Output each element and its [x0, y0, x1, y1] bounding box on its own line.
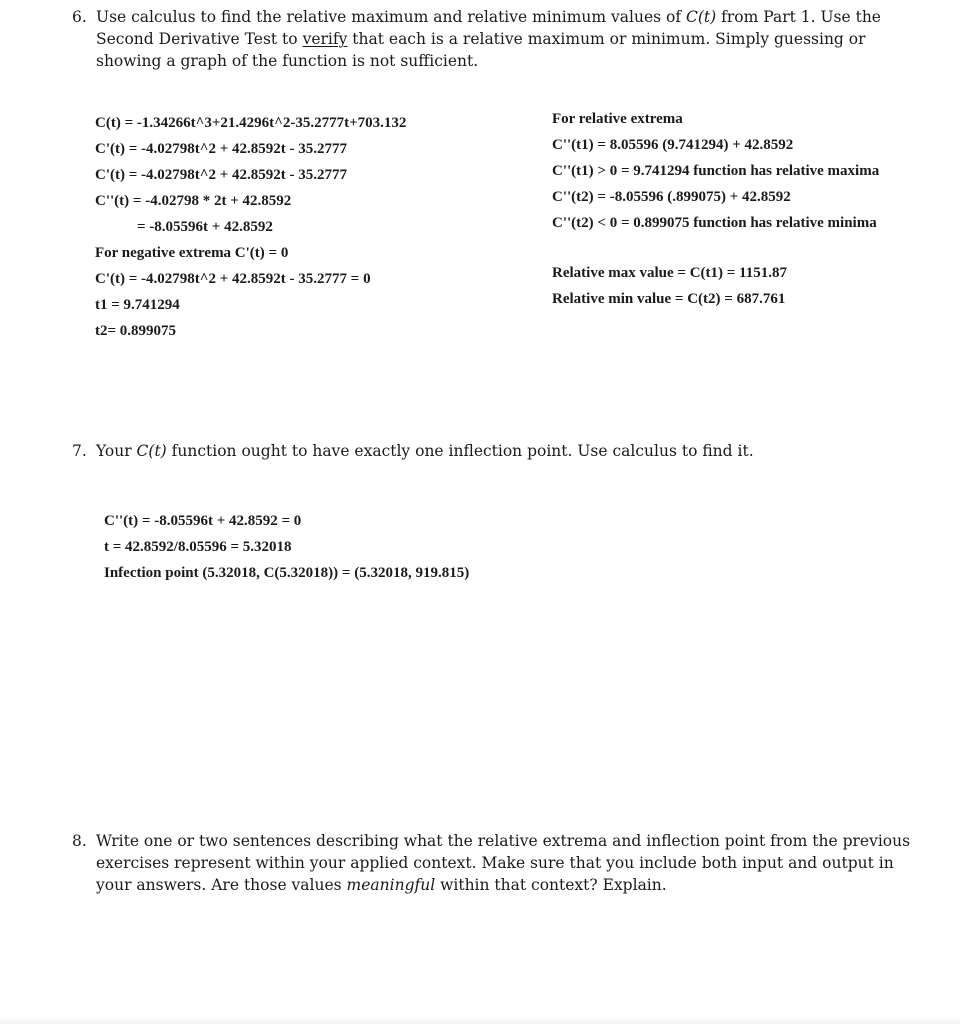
answer-6-right [552, 106, 879, 312]
answer-line: C(t) = -1.34266t^3+21.4296t^2-35.2777t+703.132 [95, 115, 407, 131]
question-6 [72, 6, 914, 72]
answer-line: C''(t1) > 0 = 9.741294 function has relative maxima [552, 163, 880, 179]
answer-line: C'(t) = -4.02798t^2 + 42.8592t - 35.2777 = 0 [95, 271, 371, 287]
answer-line: t2= 0.899075 [95, 323, 177, 339]
answer-line: For negative extrema C'(t) = 0 [95, 245, 289, 261]
answer-line: C'(t) = -4.02798t^2 + 42.8592t - 35.2777 [95, 167, 348, 183]
answer-line: C''(t1) = 8.05596 (9.741294) + 42.8592 [552, 137, 794, 153]
answer-line: C'(t) = -4.02798t^2 + 42.8592t - 35.2777 [95, 141, 348, 157]
question-text: Your C(t) function ought to have exactly one inflection point. Use calculus to find it. [96, 442, 754, 460]
question-text: Use calculus to find the relative maximum and relative minimum values of C(t) from Part 1. Use the Second Derivative Test to verify that each is a relative maximum or minimum. Simply guessing or showing a graph of the function is not sufficient. [96, 8, 881, 70]
answer-line: For relative extrema [552, 111, 683, 127]
answer-line: = -8.05596t + 42.8592 [137, 219, 273, 235]
underlined-verify: verify [302, 30, 348, 48]
function-symbol: C(t) [136, 442, 167, 460]
question-number: 8. [72, 832, 87, 850]
question-8 [72, 830, 914, 896]
answer-7 [104, 508, 469, 586]
answer-line: Relative max value = C(t1) = 1151.87 [552, 265, 787, 281]
question-7 [72, 440, 914, 462]
answer-line: t1 = 9.741294 [95, 297, 180, 313]
emphasized-word: meaningful [346, 876, 436, 894]
answer-line: Infection point (5.32018, C(5.32018)) = (5.32018, 919.815) [104, 565, 470, 581]
answer-line: C''(t) = -4.02798 * 2t + 42.8592 [95, 193, 292, 209]
page-bottom-edge [0, 1016, 960, 1024]
answer-line: C''(t) = -8.05596t + 42.8592 = 0 [104, 513, 302, 529]
answer-line: C''(t2) = -8.05596 (.899075) + 42.8592 [552, 189, 791, 205]
answer-line: t = 42.8592/8.05596 = 5.32018 [104, 539, 292, 555]
spacer [552, 236, 879, 260]
question-number: 6. [72, 8, 87, 26]
answer-6-left [95, 110, 406, 344]
function-symbol: C(t) [686, 8, 717, 26]
answer-line: Relative min value = C(t2) = 687.761 [552, 291, 786, 307]
question-number: 7. [72, 442, 87, 460]
answer-line: C''(t2) < 0 = 0.899075 function has relative minima [552, 215, 877, 231]
question-text: Write one or two sentences describing what the relative extrema and inflection point from the previous exercises represent within your applied context. Make sure that you include both input and output in your answers. Are those values meaningful within that context? Explain. [96, 832, 911, 894]
